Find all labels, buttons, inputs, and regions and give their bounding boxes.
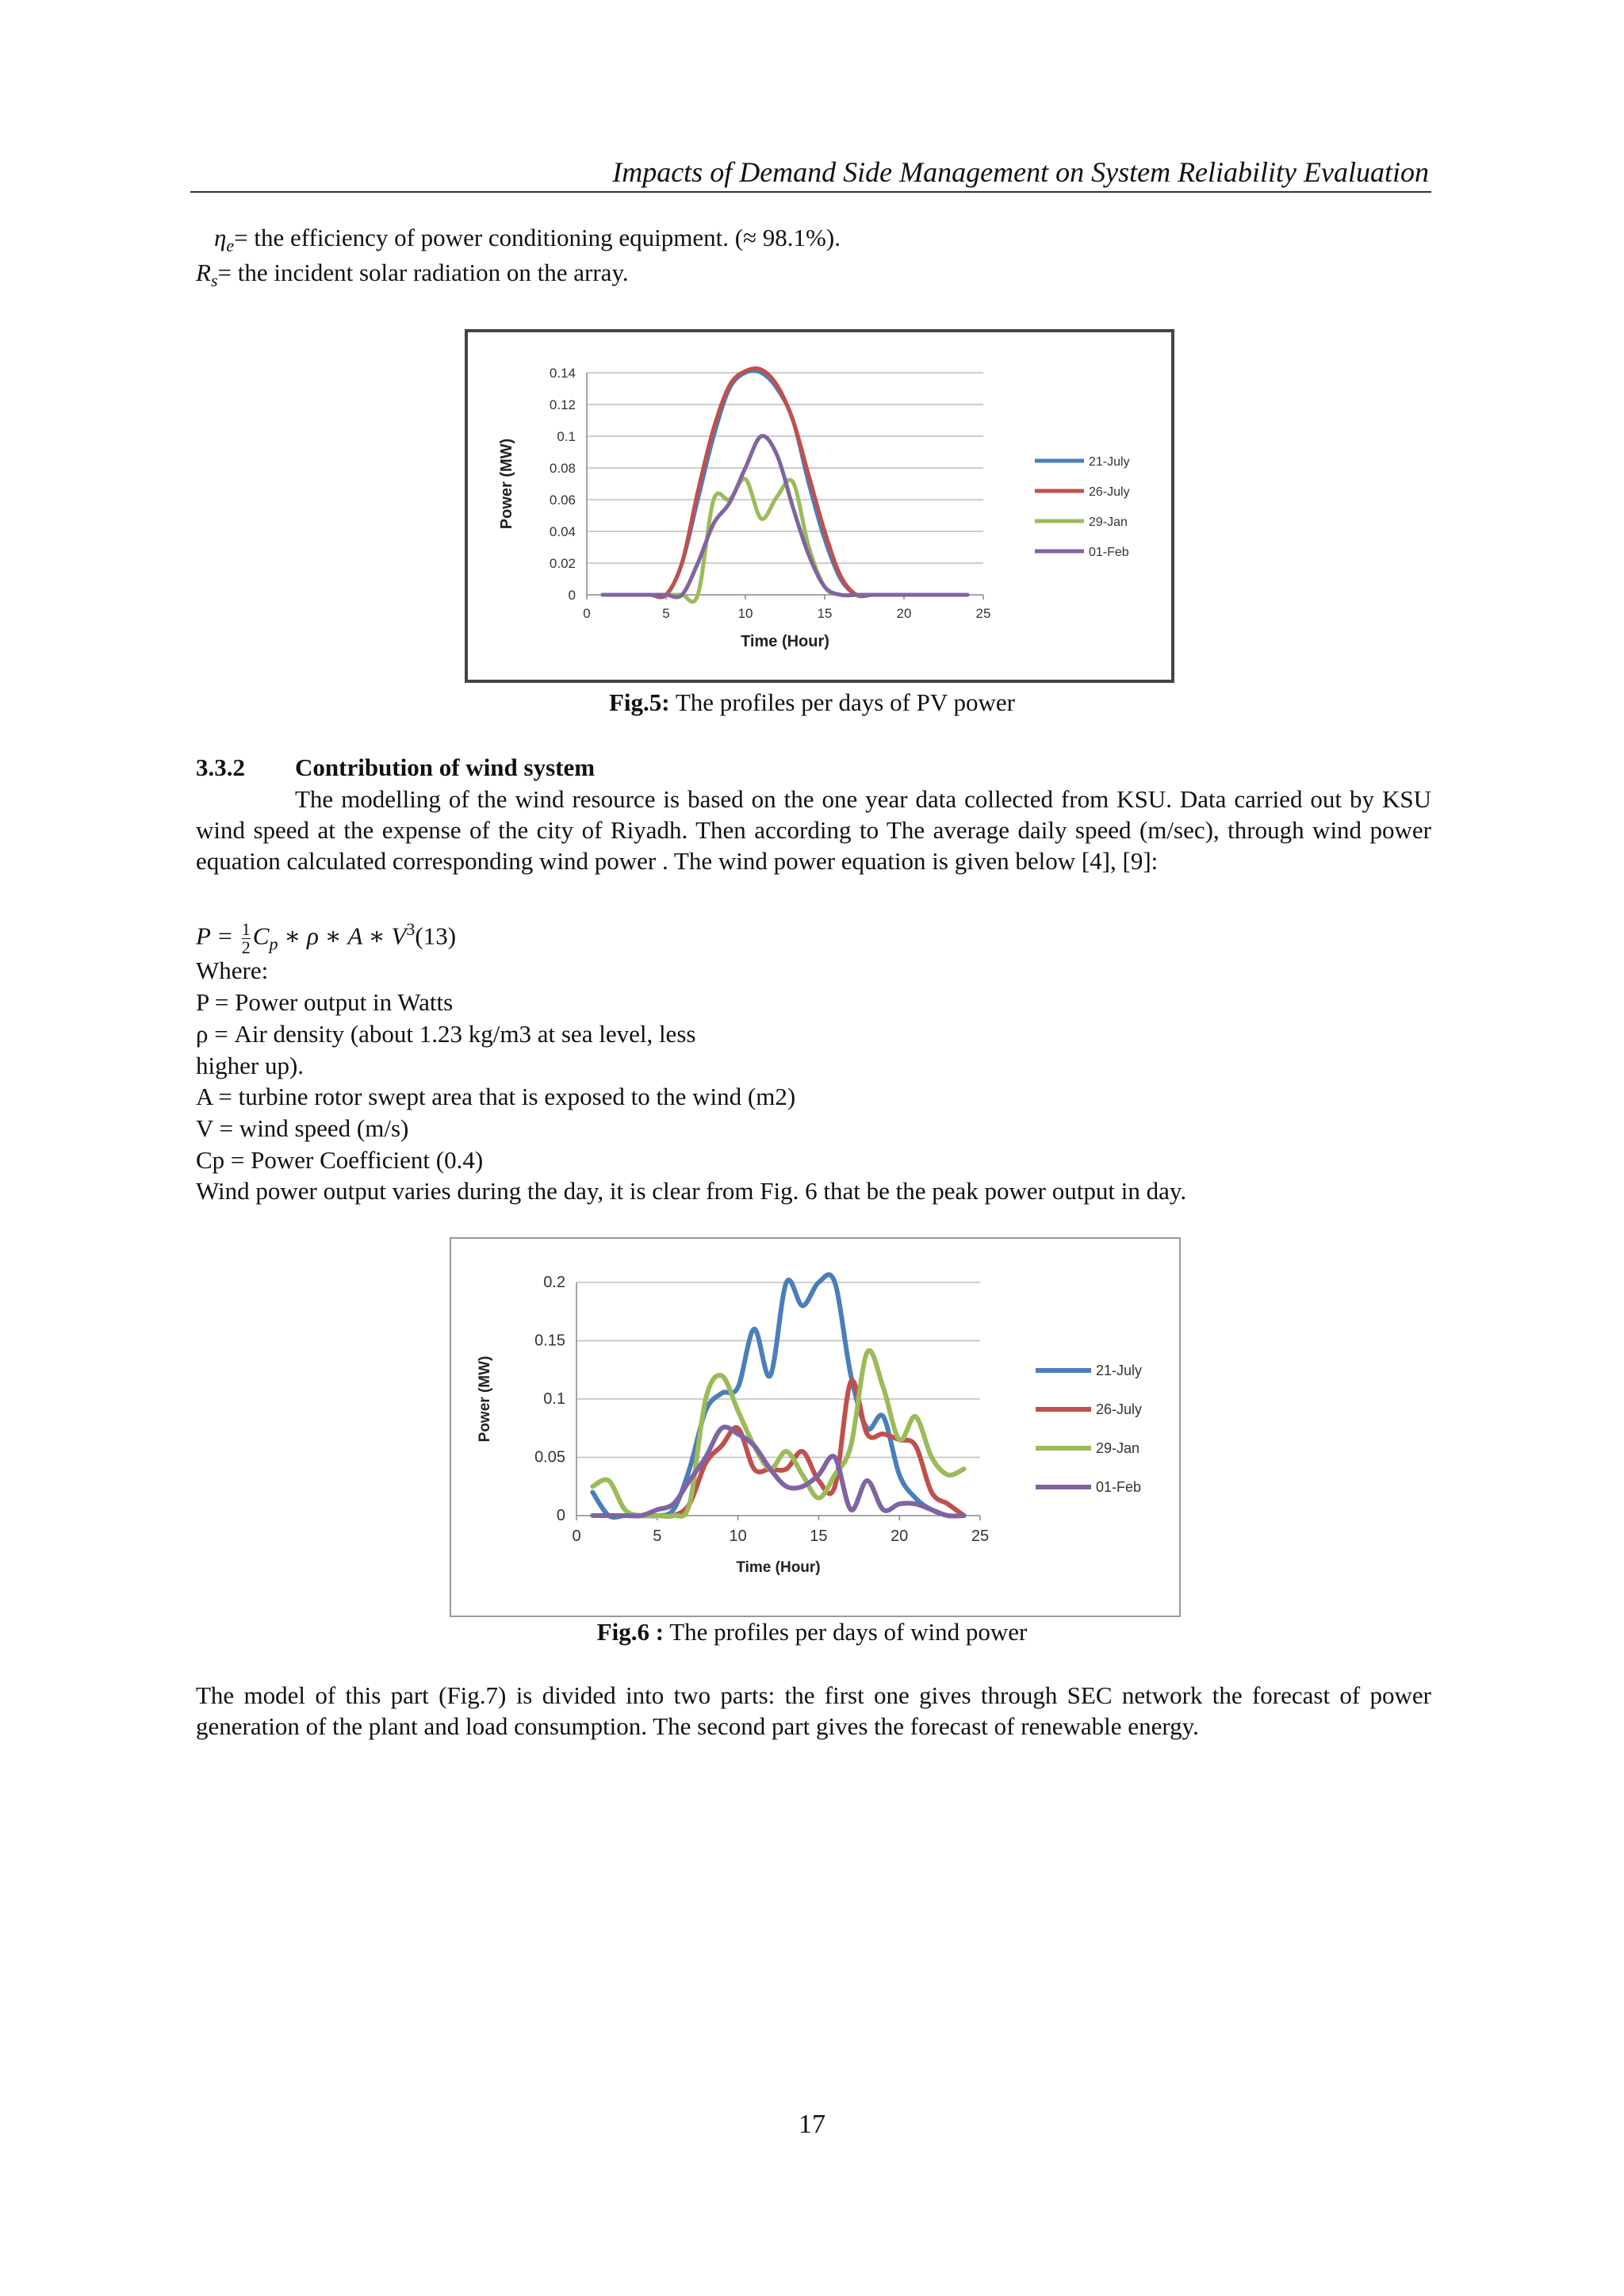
x-tick-label: 10 — [729, 1527, 747, 1545]
fig5-caption-label: Fig.5: — [609, 688, 670, 716]
y-axis-title: Power (MW) — [477, 1355, 493, 1443]
eq-sup: 3 — [406, 919, 416, 939]
y-axis-title: Power (MW) — [498, 438, 515, 530]
running-header: Impacts of Demand Side Management on System Reliability Evaluation — [612, 156, 1429, 188]
legend-label: 21-July — [1089, 455, 1130, 469]
x-axis-title: Time (Hour) — [736, 1559, 821, 1576]
y-tick-label: 0.2 — [543, 1274, 565, 1291]
x-axis-title: Time (Hour) — [741, 633, 829, 650]
fig6-caption-label: Fig.6 : — [596, 1618, 665, 1646]
where-label: Where: — [196, 956, 269, 984]
y-tick-label: 0.06 — [549, 493, 576, 508]
y-tick-label: 0 — [568, 588, 576, 603]
def-v: V = wind speed (m/s) — [196, 1114, 409, 1142]
x-tick-label: 10 — [737, 606, 753, 621]
page-number: 17 — [799, 2110, 825, 2139]
legend-label: 26-July — [1096, 1401, 1143, 1417]
fig5-caption — [0, 688, 1624, 717]
legend-label: 21-July — [1096, 1363, 1143, 1378]
eq-numerator: 1 — [241, 918, 251, 939]
def-p: P = Power output in Watts — [196, 988, 454, 1016]
y-tick-label: 0.12 — [549, 397, 576, 412]
fig6-caption — [0, 1618, 1624, 1646]
y-tick-label: 0.02 — [549, 556, 576, 571]
y-tick-label: 0.05 — [534, 1448, 565, 1466]
rs-sub: s — [210, 270, 218, 291]
fig5-caption-text: The profiles per days of PV power — [669, 688, 1015, 716]
series-line-26-july — [592, 1381, 963, 1516]
wind-power-equation — [196, 914, 456, 960]
def-a: A = turbine rotor swept area that is exposed to the wind (m2) — [196, 1083, 796, 1110]
def-rho: ρ = Air density (about 1.23 kg/m3 at sea level, less — [196, 1020, 696, 1048]
y-tick-label: 0.1 — [557, 429, 576, 444]
fig6-caption-text: The profiles per days of wind power — [664, 1618, 1028, 1646]
y-tick-label: 0.08 — [549, 461, 576, 476]
legend-label: 29-Jan — [1096, 1440, 1140, 1456]
eta-symbol: η — [214, 224, 227, 251]
fig6-chart — [451, 1239, 1179, 1616]
y-tick-label: 0.15 — [534, 1332, 565, 1350]
legend-label: 01-Feb — [1096, 1479, 1142, 1495]
eq-number: (13) — [415, 922, 457, 950]
eta-sub: e — [226, 236, 235, 256]
x-tick-label: 15 — [817, 606, 833, 621]
legend-label: 26-July — [1089, 485, 1130, 499]
y-tick-label: 0.14 — [549, 366, 576, 381]
section-paragraph-2: Wind power output varies during the day, it is clear from Fig. 6 that be the peak power output in day. — [196, 1177, 1187, 1205]
y-tick-label: 0 — [556, 1507, 565, 1524]
eq-cp: C — [252, 922, 270, 950]
rs-symbol: R — [196, 259, 211, 286]
legend-label: 01-Feb — [1089, 546, 1129, 559]
fig5-frame — [465, 329, 1174, 683]
fig6-frame — [450, 1237, 1181, 1617]
rs-definition — [196, 257, 629, 296]
eta-text: = the efficiency of power conditioning equipment. (≈ 98.1%). — [234, 224, 841, 251]
series-line-01-feb — [603, 436, 967, 597]
fig5-chart — [468, 332, 1171, 680]
series-line-29-jan — [603, 479, 967, 602]
legend-label: 29-Jan — [1089, 516, 1128, 529]
y-tick-label: 0.04 — [549, 524, 576, 539]
eq-lhs: P = — [196, 922, 234, 950]
eq-denominator: 2 — [241, 937, 251, 957]
eq-fraction — [241, 918, 251, 957]
x-tick-label: 25 — [971, 1527, 990, 1545]
section-paragraph-1: The modelling of the wind resource is based on the one year data collected from KSU. Data carried out by KSU wind speed at the expense of the city of Riyadh. Then according to The average daily speed (m/sec), through wind power equation calculated corresponding wind power . The wind power equation is given below [4], [9]: — [196, 785, 1431, 875]
x-tick-label: 0 — [583, 606, 591, 621]
x-tick-label: 20 — [891, 1527, 909, 1545]
x-tick-label: 15 — [810, 1527, 828, 1545]
eq-cp-sub: p — [269, 933, 278, 954]
section-title: Contribution of wind system — [295, 753, 596, 781]
y-tick-label: 0.1 — [543, 1390, 565, 1408]
eq-rest: ∗ ρ ∗ A ∗ V — [278, 922, 407, 950]
section-number: 3.3.2 — [196, 753, 245, 781]
header-rule — [190, 191, 1431, 193]
rs-text: = the incident solar radiation on the array. — [217, 259, 629, 286]
def-rho-cont: higher up). — [196, 1052, 304, 1079]
eta-definition — [214, 222, 841, 261]
x-tick-label: 5 — [653, 1527, 662, 1545]
x-tick-label: 5 — [662, 606, 670, 621]
closing-paragraph: The model of this part (Fig.7) is divided into two parts: the first one gives through SEC network the forecast of power generation of the plant and load consumption. The second part gives the forecast of renewable energy. — [196, 1681, 1431, 1740]
x-tick-label: 0 — [572, 1527, 581, 1545]
def-cp: Cp = Power Coefficient (0.4) — [196, 1146, 484, 1174]
x-tick-label: 25 — [975, 606, 991, 621]
x-tick-label: 20 — [896, 606, 912, 621]
